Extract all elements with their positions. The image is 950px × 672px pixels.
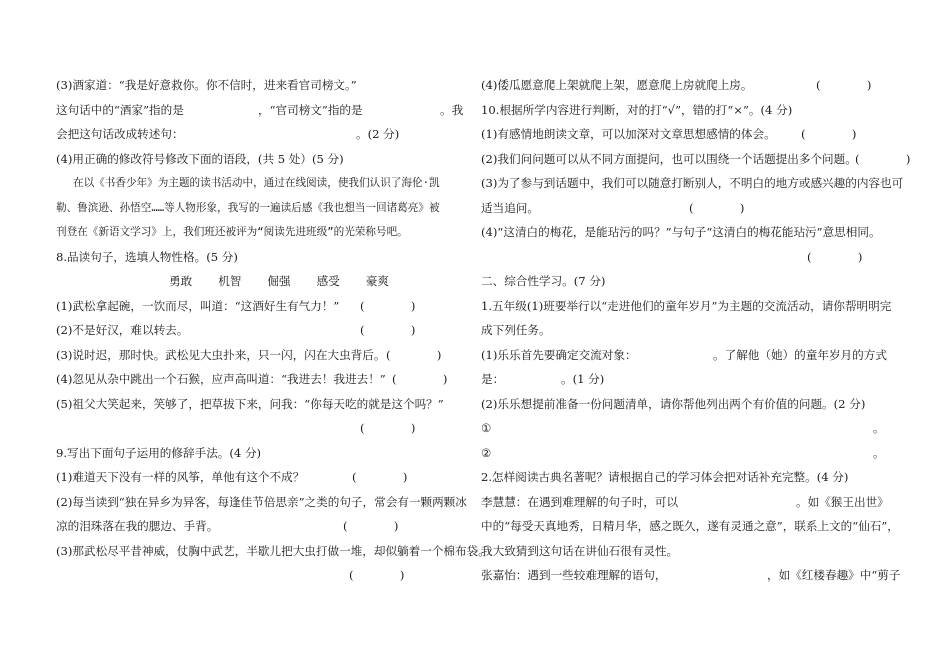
option-word: 感受 — [316, 274, 340, 288]
q10-item: 适当追问。 ( ) — [481, 196, 901, 221]
q7-4-paragraph: 刊登在《新语文学习》上，我们班还被评为“阅读先进班级”的光荣称号吧。 — [56, 226, 408, 238]
answer-blank[interactable]: ( ) — [807, 249, 863, 264]
q7-3-text: 会把这句话改成转述句： — [56, 127, 184, 141]
answer-blank[interactable]: ( ) — [360, 323, 416, 337]
answer-blank[interactable]: ( ) — [360, 421, 416, 435]
option-word: 倔强 — [267, 274, 291, 288]
option-word: 豪爽 — [365, 274, 390, 288]
section2-title: 二、综合性学习。(7 分) — [481, 274, 606, 288]
q10-item-blank — [481, 245, 901, 270]
q9-item-blank — [56, 563, 456, 588]
dialog-li: 我大致猜到这句话在讲仙石很有灵性。 — [481, 543, 679, 558]
dialog-text: 李慧慧：在遇到难理解的句子时，可以 — [481, 494, 679, 509]
q8-item: (1)武松拿起碗，一饮而尽，叫道：“这酒好生有气力！” ( ) — [56, 294, 456, 319]
dialog-text: 张嘉怡：遇到一些较难理解的语句， — [481, 568, 667, 582]
q10-title: 10.根据所学内容进行判断，对的打“√”，错的打“×”。(4 分) — [481, 102, 793, 117]
s2-q1-1-text: 是： — [481, 372, 505, 386]
answer-blank[interactable]: ( ) — [360, 298, 416, 313]
answer-blank[interactable]: ( ) — [816, 78, 872, 92]
answer-blank[interactable]: ( ) — [801, 127, 857, 141]
answer-blank[interactable]: ( ) — [392, 372, 448, 386]
answer-blank[interactable]: ( ) — [349, 568, 405, 582]
dialog-zhang — [481, 563, 901, 588]
q9-item: (3)那武松尽平昔神威，仗胸中武艺，半歇儿把大虫打做一堆，却似躺着一个棉布袋。 — [56, 543, 490, 558]
q7-3-text: 。(2 分) — [356, 127, 400, 141]
line-end-period: 。 — [873, 445, 885, 460]
left-column — [56, 73, 490, 588]
q8-item-blank — [56, 416, 456, 441]
q7-4-title: (4)用正确的修改符号修改下面的语段，(共 5 处）(5 分) — [56, 151, 344, 166]
q7-3-text: ，“官司榜文”指的是 — [258, 102, 363, 117]
answer-line-2[interactable] — [481, 441, 901, 466]
s2-q1: 成下列任务。 — [481, 323, 551, 337]
s2-q1-1-text: 。了解他（她）的童年岁月的方式 — [713, 347, 887, 362]
q8-item: (4)忽见从杂中跳出一个石猴，应声高叫道：“我进去！我进去！” ( ) — [56, 367, 456, 392]
q7-3-line3 — [56, 122, 456, 147]
answer-blank[interactable]: ( ) — [352, 470, 408, 484]
q7-3-line1: (3)酒家道：“我是好意救你。你不信时，进来看官司榜文。” — [56, 78, 357, 92]
dialog-li — [481, 490, 901, 515]
answer-blank[interactable]: ( ) — [343, 519, 399, 533]
q8-options — [56, 269, 456, 294]
q9-title: 9.写出下面句子运用的修辞手法。(4 分) — [56, 445, 262, 460]
q10-item: (2)我们问问题可以从不同方面提问，也可以围绕一个话题提出多个问题。 ( ) — [481, 147, 901, 172]
q9-item: (4)倭瓜愿意爬上架就爬上架，愿意爬上房就爬上房。 ( ) — [481, 73, 901, 98]
s2-q2: 2.怎样阅读古典名著呢？请根据自己的学习体会把对话补充完整。(4 分) — [481, 470, 849, 484]
q7-3-text: 。我 — [440, 102, 464, 117]
q10-item: (1)有感情地朗读文章，可以加深对文章思想感情的体会。 ( ) — [481, 122, 901, 147]
q8-title: 8.品读句子，选填人物性格。(5 分) — [56, 249, 238, 264]
right-column — [481, 73, 911, 588]
q10-item: (4)“这清白的梅花，是能玷污的吗？”与句子“这清白的梅花能玷污”意思相同。 — [481, 225, 881, 239]
dialog-text: ，如《红楼春趣》中“剪子 — [767, 568, 901, 582]
line-end-period: 。 — [873, 421, 885, 435]
answer-line-1[interactable] — [481, 416, 901, 441]
s2-q1-1-text: (1)乐乐首先要确定交流对象： — [481, 347, 637, 362]
s2-q1-1 — [481, 367, 901, 392]
q7-3-text: 这句话中的“酒家”指的是 — [56, 102, 184, 117]
circled-number: ② — [481, 445, 492, 460]
s2-q1: 1.五年级(1)班要举行以“走进他们的童年岁月”为主题的交流活动，请你帮明明完 — [481, 298, 892, 313]
s2-q1-1-text: 。(1 分) — [561, 372, 605, 386]
dialog-text: 。如《猴王出世》 — [796, 494, 889, 509]
q9-item: 凉的泪珠落在我的腮边、手背。 ( ) — [56, 514, 456, 539]
circled-number: ① — [481, 421, 492, 435]
q7-3-line2 — [56, 98, 464, 123]
q7-4-paragraph: 勒、鲁滨逊、孙悟空……等人物形象，我写的一遍读后感《我也想当一回诸葛亮》被 — [56, 201, 440, 214]
s2-q1-1 — [481, 343, 901, 368]
dialog-li: 中的“每受天真地秀，日精月华，感之既久，遂有灵通之意”，联系上文的“仙石”， — [481, 519, 899, 533]
q10-item: (3)为了参与到话题中，我们可以随意打断别人，不明白的地方或感兴趣的内容也可 — [481, 176, 904, 190]
q8-item: (5)祖父大笑起来，笑够了，把草拔下来，问我：“你每天吃的就是这个吗？” — [56, 396, 444, 411]
s2-q1-2: (2)乐乐想提前准备一份问题清单，请你帮他列出两个有价值的问题。(2 分) — [481, 396, 866, 411]
answer-blank[interactable]: ( ) — [689, 200, 745, 215]
q8-item: (2)不是好汉，难以转去。 ( ) — [56, 318, 456, 343]
answer-blank[interactable]: ( ) — [855, 151, 911, 166]
option-word: 勇敢 — [169, 274, 193, 288]
q8-item: (3)说时迟，那时快。武松见大虫扑来，只一闪，闪在大虫背后。 ( ) — [56, 343, 456, 368]
q7-4-paragraph: 在以《书香少年》为主题的读书活动中，通过在线阅读，使我们认识了海伦·凯 — [73, 177, 440, 189]
option-word: 机智 — [218, 274, 242, 288]
answer-blank[interactable]: ( ) — [386, 347, 442, 362]
q9-item: (2)每当读到“独在异乡为异客，每逢佳节倍思亲”之类的句子，常会有一颗两颗冰 — [56, 494, 467, 509]
q9-item: (1)难道天下没有一样的风筝，单他有这个不成？ ( ) — [56, 465, 456, 490]
